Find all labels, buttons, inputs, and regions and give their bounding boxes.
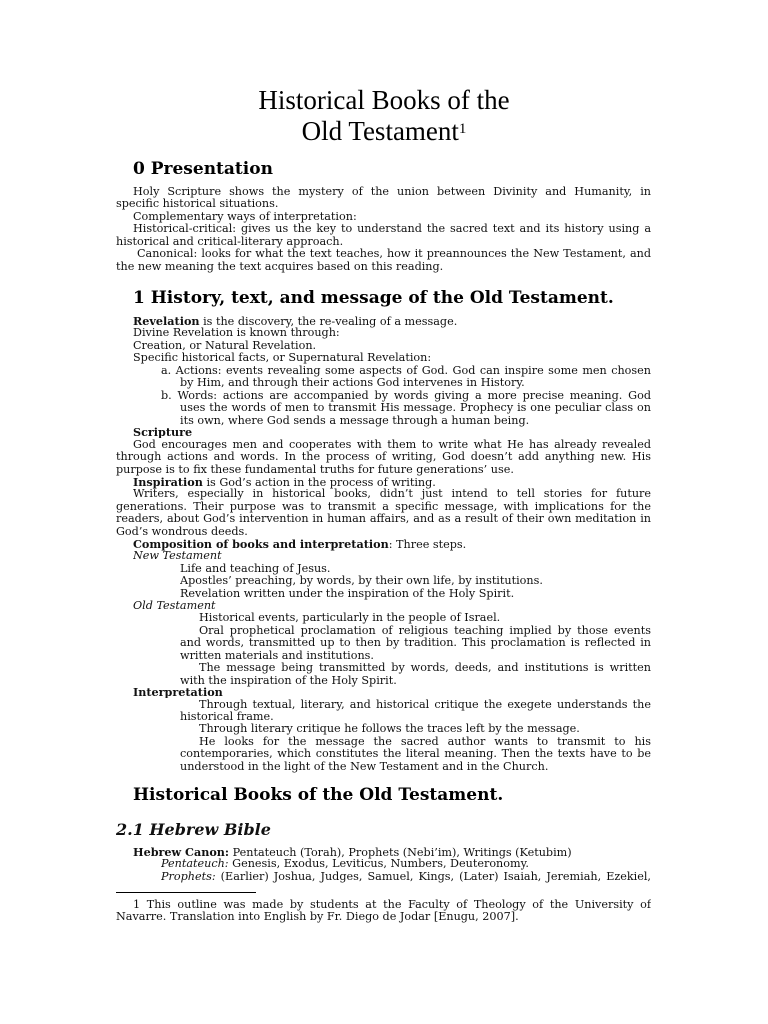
list-item-a: a. Actions: events revealing some aspects of God. God can inspire some men chosen	[161, 365, 651, 377]
document-title-line2	[0, 116, 768, 147]
subheading-scripture: Scripture	[133, 426, 193, 439]
paragraph-line: readers, about God’s intervention in human affairs, and as a result of their own meditation in	[116, 513, 651, 525]
list-item-b-cont: uses the words of men to transmit His message. Prophecy is one peculiar class on	[180, 402, 651, 414]
paragraph-line	[161, 871, 651, 883]
definition-text: (Earlier) Joshua, Judges, Samuel, Kings, (Later) Isaiah, Jeremiah, Ezekiel,	[215, 871, 651, 883]
list-line: He looks for the message the sacred author wants to transmit to his	[199, 736, 651, 748]
footnote-reference[interactable]: 1	[458, 121, 467, 137]
list-line: Through textual, literary, and historical critique the exegete understands the	[199, 699, 651, 711]
subheading-old-testament: Old Testament	[133, 600, 216, 612]
paragraph-line: Historical-critical: gives us the key to understand the sacred text and its history using a	[133, 223, 651, 235]
footnote-line: Navarre. Translation into English by Fr. Diego de Jodar [Enugu, 2007].	[116, 911, 519, 923]
term-composition: Composition of books and interpretation	[133, 538, 389, 551]
list-line: Historical events, particularly in the people of Israel.	[199, 612, 501, 624]
paragraph-line: Complementary ways of interpretation:	[133, 211, 357, 223]
list-line: historical frame.	[180, 711, 274, 723]
list-line: Oral prophetical proclamation of religious teaching implied by those events	[199, 625, 651, 637]
paragraph-line: purpose is to fix these fundamental truths for future generations’ use.	[116, 464, 514, 476]
paragraph-line: Creation, or Natural Revelation.	[133, 340, 317, 352]
section-heading-historical-books: Historical Books of the Old Testament.	[133, 785, 504, 805]
list-line: Revelation written under the inspiration of the Holy Spirit.	[180, 588, 515, 600]
subheading-new-testament: New Testament	[133, 550, 222, 562]
subsection-heading-hebrew-bible: 2.1 Hebrew Bible	[116, 820, 271, 839]
definition-text: : Three steps.	[388, 538, 467, 551]
term-hebrew-canon: Hebrew Canon:	[133, 846, 230, 859]
document-title-line1: Historical Books of the	[258, 85, 510, 115]
paragraph-line: Writers, especially in historical books, didn’t just intend to tell stories for future	[133, 488, 651, 500]
definition-text: is the discovery, the re-vealing of a message.	[199, 315, 458, 328]
list-line: Apostles’ preaching, by words, by their own life, by institutions.	[180, 575, 543, 587]
term-inspiration: Inspiration	[133, 476, 203, 489]
list-line: understood in the light of the New Testament and in the Church.	[180, 761, 549, 773]
list-line: written materials and institutions.	[180, 650, 374, 662]
term-revelation: Revelation	[133, 315, 200, 328]
list-item-b: b. Words: actions are accompanied by words giving a more precise meaning. God	[161, 390, 651, 402]
section-heading-history: 1 History, text, and message of the Old Testament.	[133, 288, 614, 308]
paragraph-line: specific historical situations.	[116, 198, 279, 210]
paragraph-line	[161, 858, 651, 870]
section-heading-presentation: 0 Presentation	[133, 159, 273, 179]
paragraph-line: historical and critical-literary approach.	[116, 236, 344, 248]
definition-text: is God’s action in the process of writing.	[202, 476, 436, 489]
paragraph-line: Canonical: looks for what the text teaches, how it preannounces the New Testament, and	[137, 248, 651, 260]
list-item-a-cont: by Him, and through their actions God intervenes in History.	[180, 377, 525, 389]
paragraph-line: through actions and words. In the process of writing, God doesn’t add anything new. His	[116, 451, 651, 463]
paragraph-line: Holy Scripture shows the mystery of the union between Divinity and Humanity, in	[133, 186, 651, 198]
paragraph-line: God’s wondrous deeds.	[116, 526, 248, 538]
footnote-line: 1 This outline was made by students at the Faculty of Theology of the University of	[133, 899, 651, 911]
paragraph-line: Specific historical facts, or Supernatural Revelation:	[133, 352, 432, 364]
list-line: with the inspiration of the Holy Spirit.	[180, 675, 397, 687]
paragraph-line: God encourages men and cooperates with them to write what He has already revealed	[133, 439, 651, 451]
list-line: Through literary critique he follows the traces left by the message.	[199, 723, 580, 735]
footnote-separator	[116, 892, 256, 893]
list-line: Life and teaching of Jesus.	[180, 563, 331, 575]
paragraph-line: Divine Revelation is known through:	[133, 327, 340, 339]
definition-text: Genesis, Exodus, Leviticus, Numbers, Deuteronomy.	[228, 858, 529, 870]
list-line: and words, transmitted up to then by tradition. This proclamation is reflected in	[180, 637, 651, 649]
list-line: contemporaries, which constitutes the literal meaning. Then the texts have to be	[180, 748, 651, 760]
list-line: The message being transmitted by words, deeds, and institutions is written	[199, 662, 651, 674]
subheading-interpretation: Interpretation	[133, 686, 223, 699]
definition-text: Pentateuch (Torah), Prophets (Nebi’im), Writings (Ketubim)	[229, 846, 572, 859]
paragraph-line: generations. Their purpose was to transmit a specific message, with implications for the	[116, 501, 651, 513]
title-text: Old Testament	[301, 116, 459, 146]
term-prophets: Prophets:	[161, 871, 216, 883]
list-item-b-cont: its own, where God sends a message through a human being.	[180, 415, 530, 427]
paragraph-line: the new meaning the text acquires based on this reading.	[116, 261, 444, 273]
term-pentateuch: Pentateuch:	[161, 858, 229, 870]
